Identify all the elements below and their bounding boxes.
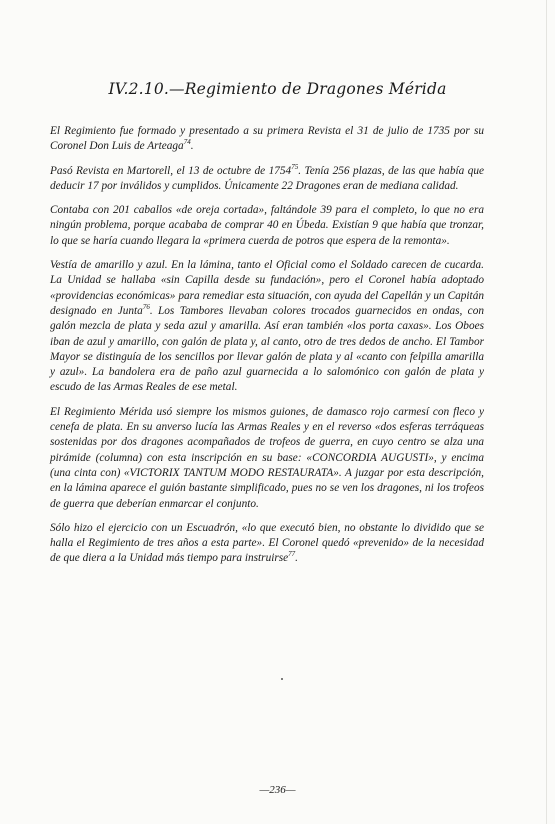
paragraph-text: Vestía de amarillo y azul. En la lámina, tanto el Oficial como el Soldado carecen de cucarda. La Unidad se hallaba «sin Capilla desde su fundación», pero el Coronel había adoptado «providencias económicas» para remediar esta situación, con ayuda del Capellán y un Capitán designado en Junta — [50, 259, 484, 317]
paragraph-2 — [50, 164, 484, 195]
page-number: —236— — [259, 784, 296, 796]
paragraph-1 — [50, 124, 484, 155]
paragraph-6 — [50, 521, 484, 567]
paragraph-text: Contaba con 201 caballos «de oreja cortada», faltándole 39 para el completo, lo que no era ningún problema, porque acababa de comprar 40 en Úbeda. Existían 9 que había que tronzar, lo que se haría cuando llegara la «primera cuerda de potros que espera de la remonta». — [50, 204, 484, 247]
footnote-marker: 74 — [183, 138, 191, 147]
paragraph-text: . — [190, 140, 194, 153]
paragraph-4 — [50, 258, 484, 396]
footnote-marker: 75 — [291, 162, 299, 171]
paragraph-text: El Regimiento Mérida usó siempre los mismos guiones, de damasco rojo carmesí con fleco y cenefa de plata. En su anverso lucía las Armas Reales y en el reverso «dos esferas terráqueas sostenidas por dos dragones acompañados de trofeos de guerra, en cuyo centro se alza una pirámide (columna) con esta inscripción en su base: «CONCORDIA AUGUSTI», y encima (una cinta con) «VICTORIX TANTUM MODO RESTAURATA». A juzgar por esta descripción, en la lámina aparece el guión bastante simplificado, pues no se ven los dragones, ni los trofeos de guerra que deberían enmarcar el conjunto. — [50, 405, 484, 510]
paragraph-5 — [50, 405, 484, 512]
stray-dot — [281, 678, 283, 680]
page-edge-line — [546, 0, 547, 824]
footnote-marker: 76 — [142, 303, 150, 312]
paragraph-text: Sólo hizo el ejercicio con un Escuadrón, «lo que executó bien, no obstante lo dividido que se halla el Regimiento de tres años a esta parte». El Coronel quedó «prevenido» de la necesidad de que diera a la Unidad más tiempo para instruirse — [50, 521, 484, 565]
paragraph-text: . Los Tambores llevaban colores trocados guarnecidos en ondas, con galón mezcla de plata y seda azul y amarilla. Así eran también «los porta caxas». Los Oboes iban de azul y amarillo, con galón de plata y, al canto, otro de tres dedos de ancho. El Tambor Mayor se distinguía de los sencillos por llevar galón de plata y al «canto con felpilla amarilla y azul». La bandolera era de paño azul guarnecida a lo salomónico con galón de plata y escudo de las Armas Reales de ese metal. — [50, 304, 484, 394]
body-text — [50, 124, 484, 576]
section-title: IV.2.10.—Regimiento de Dragones Mérida — [108, 80, 447, 98]
paragraph-text: . — [295, 552, 298, 565]
paragraph-text: Pasó Revista en Martorell, el 13 de octubre de 1754 — [50, 164, 292, 177]
paragraph-text: El Regimiento fue formado y presentado a su primera Revista el 31 de julio de 1735 por su Coronel Don Luis de Arteaga — [50, 125, 484, 153]
footnote-marker: 77 — [288, 550, 296, 559]
paragraph-text: . Tenía 256 plazas, de las que había que deducir 17 por inválidos y cumplidos. Únicamente 22 Dragones eran de mediana calidad. — [50, 164, 484, 192]
paragraph-3 — [50, 203, 484, 249]
